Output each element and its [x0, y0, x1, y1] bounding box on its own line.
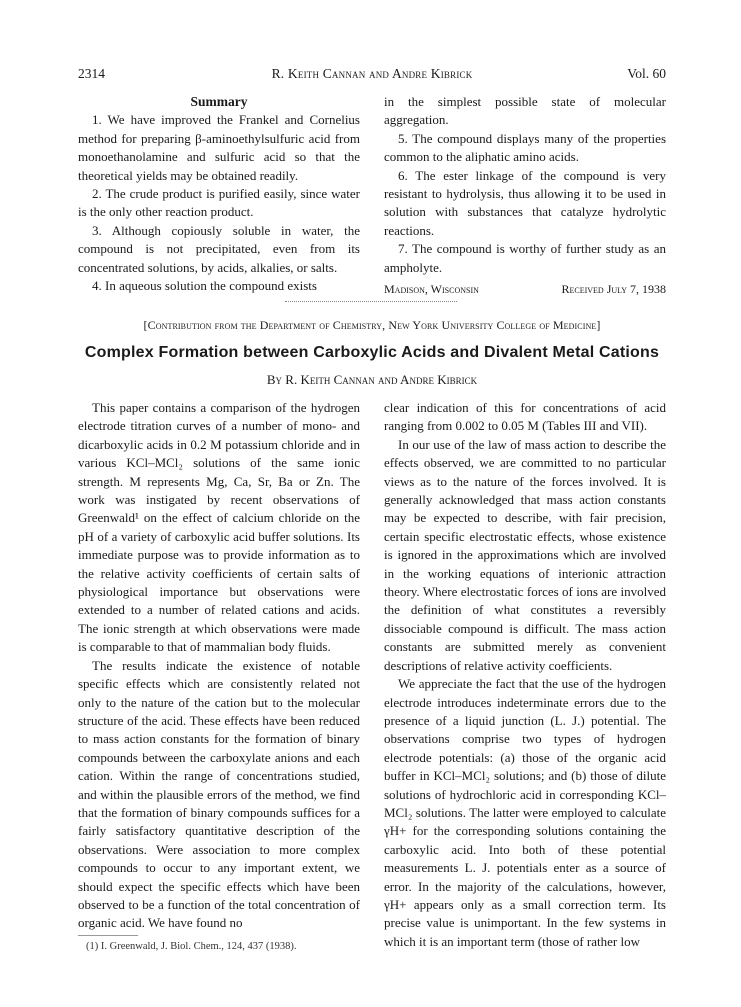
footnote-rule	[78, 935, 138, 936]
received-date: Received July 7, 1938	[561, 282, 666, 297]
volume-label: Vol. 60	[627, 66, 666, 81]
body-paragraph: clear indication of this for concentrations of acid ranging from 0.002 to 0.05 M (Tables III and VII).	[384, 400, 666, 434]
section-divider	[285, 301, 457, 302]
summary-item: 6. The ester linkage of the compound is very resistant to hydrolysis, thus allowing it to be used in solution with substances that catalyze hydrolytic reactions.	[384, 167, 666, 238]
summary-item: 2. The crude product is purified easily, since water is the only other reaction product.	[78, 186, 360, 220]
summary-item: 4. In aqueous solution the compound exists	[92, 278, 317, 294]
summary-item: 7. The compound is worthy of further study as an ampholyte.	[384, 241, 666, 275]
summary-item: 3. Although copiously soluble in water, the compound is not precipitated, even from its concentrated solutions, by acids, alkalies, or salts.	[78, 222, 360, 275]
summary-right-column	[384, 93, 666, 298]
summary-item: 5. The compound displays many of the properties common to the aliphatic amino acids.	[384, 130, 666, 165]
running-header	[78, 64, 666, 84]
signature-line	[384, 280, 666, 298]
byline: By R. Keith Cannan and Andre Kibrick	[266, 372, 478, 387]
running-title: R. Keith Cannan and Andre Kibrick	[271, 66, 473, 81]
summary-item-continued: in the simplest possible state of molecular aggregation.	[384, 94, 666, 128]
summary-item: 1. We have improved the Frankel and Cornelius method for preparing β-aminoethylsulfuric acid from monoethanolamine and sulfuric acid so that the theoretical yields may be obtained readily.	[78, 112, 360, 183]
article-title: Complex Formation between Carboxylic Acids and Divalent Metal Cations	[84, 344, 660, 361]
body-paragraph: This paper contains a comparison of the hydrogen electrode titration curves of a number of mono- and dicarboxylic acids in 0.2 M potassium chloride and in various KCl–MCl₂ solutions of the same ionic strength. M represents Mg, Ca, Sr, Ba or Zn. The work was instigated by recent observations of Greenwald¹ on the effect of calcium chloride on the pH of a variety of carboxylic acid buffer solutions. Its immediate purpose was to provide information as to the relative activity coefficients of certain salts of physiological importance but observations were extended to a number of related cations and acids. The ionic strength at which observations were made is comparable to that of mammalian body fluids.	[78, 400, 360, 655]
body-paragraph: In our use of the law of mass action to describe the effects observed, we are committed to no particular views as to the nature of the forces involved. It is generally acknowledged that mass action constants may be expected to describe, with fair precision, certain specific electrostatic effects, whose existence is ignored in the approximations which are involved in the working equations of interionic attraction theory. Where electrostatic forces of ions are involved the definition of what constitutes a reversibly dissociable compound is difficult. The mass action constants are submitted merely as convenient descriptions of relative activity coefficients.	[384, 436, 666, 673]
article-left-column	[78, 399, 360, 954]
body-paragraph: We appreciate the fact that the use of the hydrogen electrode introduces indeterminate errors due to the presence of a liquid junction (L. J.) potential. The observations comprise two types of hydrogen electrode potentials: (a) those of the organic acid buffer in KCl–MCl₂ solutions; and (b) those of dilute solutions of hydrochloric acid in corresponding KCl–MCl₂ solutions. The latter were employed to calculate γH+ for the corresponding solutions containing the carboxylic acid. Into both of these potential measurements L. J. potentials enter as a source of error. In the majority of the calculations, however, γH+ appears only as a small correction term. Its precise value is unimportant. In the few systems in which it is an important term (those of rather low	[384, 676, 666, 949]
article-right-column	[384, 399, 666, 951]
page-number: 2314	[78, 66, 105, 81]
body-paragraph: The results indicate the existence of notable specific effects which are consistently related not only to the nature of the cation but to the molecular structure of the acid. These effects have been reduced to mass action constants for the formation of binary compounds between the carboxylate anions and each cation. Within the range of concentrations studied, and within the plausible errors of the method, we find that the formation of binary compounds suffices for a fairly satisfactory quantitative description of the observations. Were association to more complex compounds to occur to any important extent, we should expect the specific effects which have been observed to be a function of the total concentration of organic acid. We have found no	[78, 657, 360, 931]
footnote: (1) I. Greenwald, J. Biol. Chem., 124, 437 (1938).	[86, 940, 297, 952]
location: Madison, Wisconsin	[384, 282, 479, 297]
contribution-line: [Contribution from the Department of Chemistry, New York University College of Medicine]	[143, 318, 601, 332]
summary-left-column	[78, 93, 360, 295]
summary-title: Summary	[190, 94, 248, 109]
